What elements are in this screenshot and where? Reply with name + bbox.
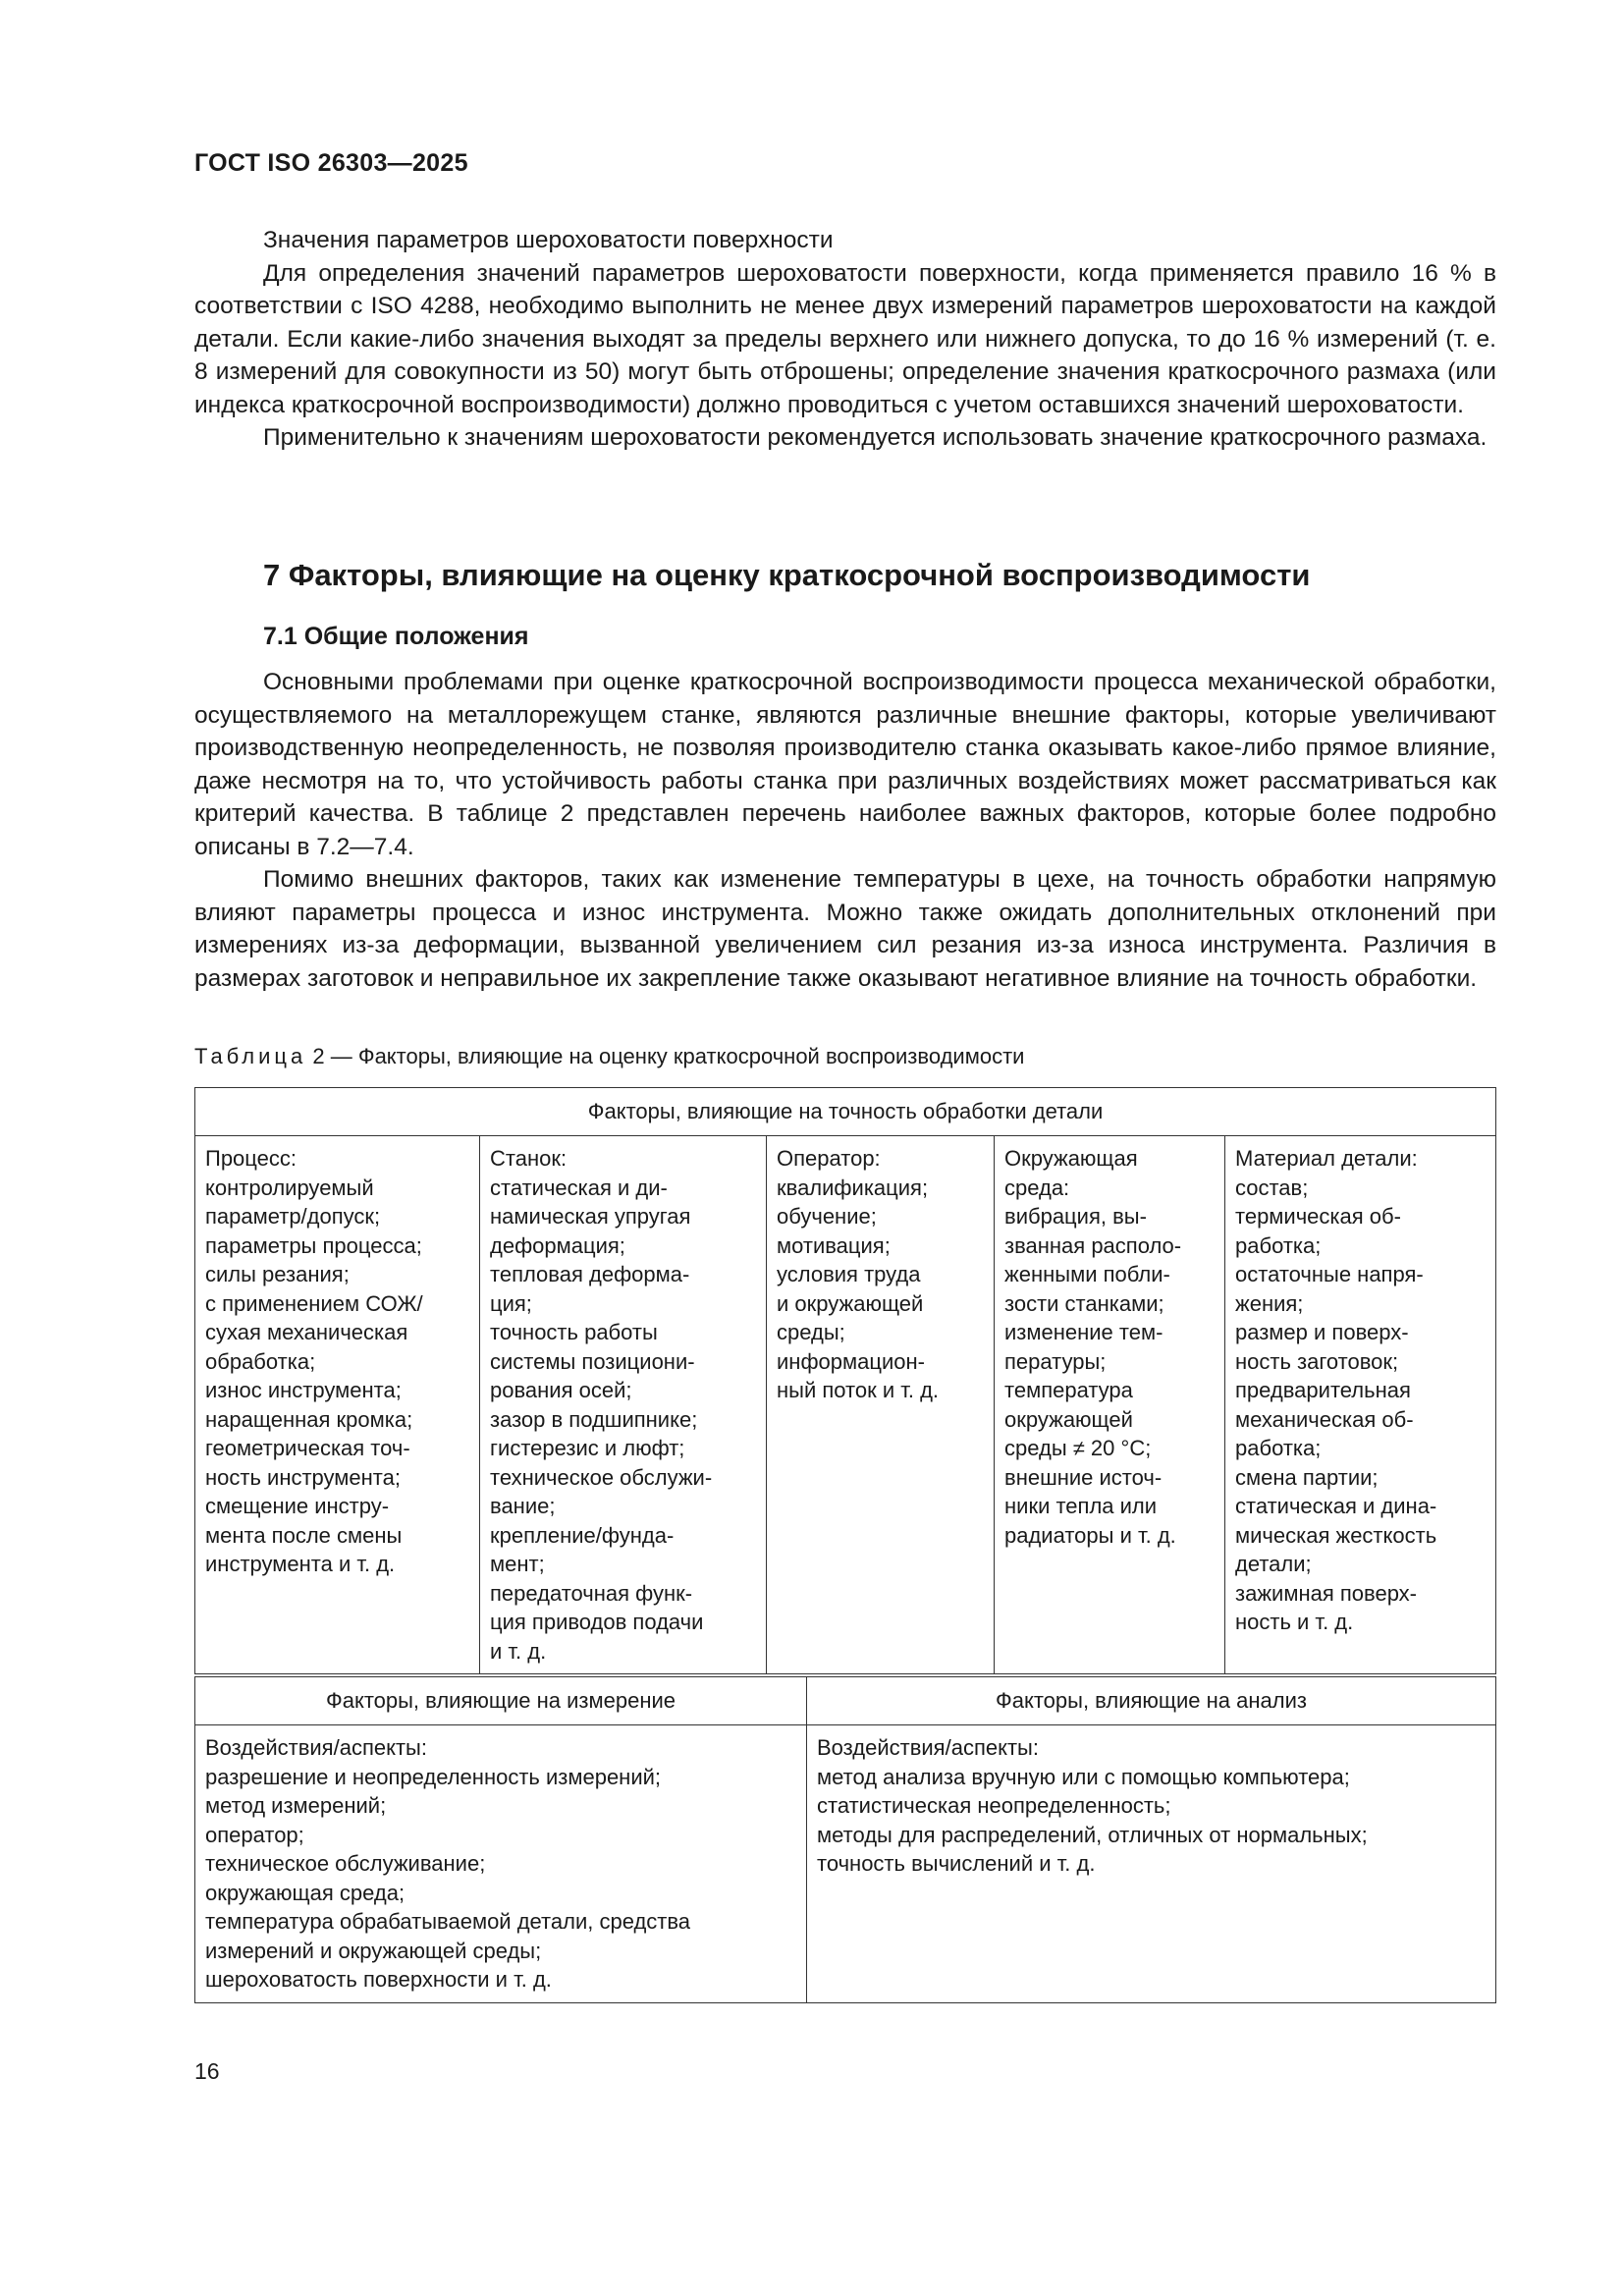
page-number: 16 bbox=[194, 2058, 220, 2084]
section-7-title: 7 Факторы, влияющие на оценку краткосрочной воспроизводимости bbox=[263, 558, 1311, 592]
document-header: ГОСТ ISO 26303—2025 bbox=[194, 149, 468, 177]
cell-line: статистическая неопределенность; bbox=[817, 1793, 1171, 1818]
section-7-1-paragraph-1: Основными проблемами при оценке краткосрочной воспроизводимости процесса механической обработки, осуществляемого на металлорежущем станке, являются различные внешние факторы, которые увеличивают производственную неопределенность, не позволяя производителю станка оказывать какое-либо прямое влияние, даже несмотря на то, что устойчивость работы станка при различных воздействиях может рассматриваться как критерий качества. В таблице 2 представлен перечень наиболее важных факторов, которые более подробно описаны в 7.2—7.4. bbox=[194, 669, 1496, 860]
operator-factors-cell bbox=[767, 1136, 995, 1674]
cell-line: зажимная поверх- bbox=[1235, 1580, 1418, 1606]
cell-line: ность заготовок; bbox=[1235, 1348, 1399, 1374]
factors-table-bottom bbox=[194, 1676, 1496, 2003]
cell-line: вание; bbox=[490, 1494, 556, 1518]
cell-line: термическая об- bbox=[1235, 1204, 1401, 1229]
cell-line: точность работы bbox=[490, 1320, 658, 1344]
cell-line: предварительная bbox=[1235, 1378, 1411, 1402]
cell-line: статическая и ди- bbox=[490, 1175, 668, 1200]
cell-line: ция; bbox=[490, 1290, 532, 1316]
cell-line: деформация; bbox=[490, 1232, 625, 1258]
cell-line: Станок: bbox=[490, 1146, 568, 1171]
analysis-factors-header: Факторы, влияющие на анализ bbox=[807, 1677, 1496, 1725]
cell-line: среды ≠ 20 °C; bbox=[1004, 1436, 1152, 1460]
cell-line: работка; bbox=[1235, 1436, 1322, 1460]
intro-block bbox=[194, 224, 1496, 455]
cell-line: среды; bbox=[777, 1320, 845, 1344]
cell-line: мента после смены bbox=[205, 1522, 403, 1548]
cell-line: ный поток и т. д. bbox=[777, 1378, 940, 1402]
table-caption-prefix: Таблица bbox=[194, 1044, 307, 1068]
roughness-subheading: Значения параметров шероховатости поверхности bbox=[263, 227, 834, 253]
cell-line: жения; bbox=[1235, 1290, 1304, 1316]
machine-factors-cell bbox=[480, 1136, 767, 1674]
cell-line: передаточная функ- bbox=[490, 1580, 693, 1606]
cell-line: ность и т. д. bbox=[1235, 1610, 1354, 1634]
cell-line: окружающая среда; bbox=[205, 1880, 406, 1905]
cell-line: крепление/фунда- bbox=[490, 1522, 675, 1548]
cell-line: Оператор: bbox=[777, 1146, 881, 1171]
section-7-1-paragraph-2: Помимо внешних факторов, таких как изменение температуры в цехе, на точность обработки напрямую влияют параметры процесса и износ инструмента. Можно также ожидать дополнительных отклонений при измерениях из-за деформации, вызванной увеличением сил резания из-за износа инструмента. Различия в размерах заготовок и неправильное их закрепление также оказывают негативное влияние на точность обработки. bbox=[194, 866, 1496, 992]
cell-line: метод анализа вручную или с помощью компьютера; bbox=[817, 1764, 1350, 1789]
cell-line: радиаторы и т. д. bbox=[1004, 1522, 1176, 1548]
cell-line: сухая механическая bbox=[205, 1320, 408, 1344]
cell-line: силы резания; bbox=[205, 1262, 350, 1286]
cell-line: измерений и окружающей среды; bbox=[205, 1938, 542, 1963]
cell-line: остаточные напря- bbox=[1235, 1262, 1424, 1286]
cell-line: тепловая деформа- bbox=[490, 1262, 690, 1286]
cell-line: точность вычислений и т. д. bbox=[817, 1851, 1096, 1876]
cell-line: Материал детали: bbox=[1235, 1146, 1418, 1171]
cell-line: обработка; bbox=[205, 1348, 316, 1374]
cell-line: смена партии; bbox=[1235, 1464, 1379, 1490]
cell-line: шероховатость поверхности и т. д. bbox=[205, 1967, 552, 1992]
process-factors-cell bbox=[195, 1136, 480, 1674]
cell-line: квалификация; bbox=[777, 1175, 929, 1200]
cell-line: среда: bbox=[1004, 1175, 1070, 1200]
cell-line: температура обрабатываемой детали, средства bbox=[205, 1909, 691, 1934]
cell-line: пературы; bbox=[1004, 1348, 1107, 1374]
cell-line: оператор; bbox=[205, 1822, 304, 1847]
cell-line: зазор в подшипнике; bbox=[490, 1406, 698, 1432]
cell-line: системы позициони- bbox=[490, 1348, 695, 1374]
cell-line: механическая об- bbox=[1235, 1406, 1414, 1432]
cell-line: Воздействия/аспекты: bbox=[817, 1735, 1039, 1760]
cell-line: температура bbox=[1004, 1378, 1133, 1402]
cell-line: инструмента и т. д. bbox=[205, 1552, 396, 1576]
cell-line: ники тепла или bbox=[1004, 1494, 1158, 1518]
cell-line: Воздействия/аспекты: bbox=[205, 1735, 427, 1760]
table-caption bbox=[194, 1044, 1024, 1069]
cell-line: Окружающая bbox=[1004, 1146, 1138, 1171]
cell-line: контролируемый bbox=[205, 1175, 374, 1200]
cell-line: размер и поверх- bbox=[1235, 1320, 1409, 1344]
measurement-factors-cell bbox=[195, 1725, 807, 2003]
environment-factors-cell bbox=[995, 1136, 1225, 1674]
cell-line: параметры процесса; bbox=[205, 1232, 422, 1258]
cell-line: методы для распределений, отличных от нормальных; bbox=[817, 1822, 1368, 1847]
cell-line: зости станками; bbox=[1004, 1290, 1164, 1316]
cell-line: работка; bbox=[1235, 1232, 1322, 1258]
cell-line: состав; bbox=[1235, 1175, 1309, 1200]
cell-line: вибрация, вы- bbox=[1004, 1204, 1147, 1229]
cell-line: условия труда bbox=[777, 1262, 921, 1286]
analysis-factors-cell bbox=[807, 1725, 1496, 2003]
cell-line: с применением СОЖ/ bbox=[205, 1290, 423, 1316]
machining-factors-header: Факторы, влияющие на точность обработки детали bbox=[195, 1088, 1496, 1136]
cell-line: Процесс: bbox=[205, 1146, 297, 1171]
cell-line: мическая жесткость bbox=[1235, 1522, 1437, 1548]
material-factors-cell bbox=[1225, 1136, 1496, 1674]
cell-line: статическая и дина- bbox=[1235, 1494, 1437, 1518]
cell-line: ность инструмента; bbox=[205, 1464, 401, 1490]
cell-line: изменение тем- bbox=[1004, 1320, 1163, 1344]
cell-line: техническое обслужи- bbox=[490, 1464, 713, 1490]
cell-line: рования осей; bbox=[490, 1378, 632, 1402]
cell-line: мотивация; bbox=[777, 1232, 891, 1258]
cell-line: наращенная кромка; bbox=[205, 1406, 413, 1432]
cell-line: мент; bbox=[490, 1552, 545, 1576]
cell-line: детали; bbox=[1235, 1552, 1312, 1576]
cell-line: окружающей bbox=[1004, 1406, 1133, 1432]
roughness-paragraph-2: Применительно к значениям шероховатости рекомендуется использовать значение краткосрочного размаха. bbox=[263, 424, 1488, 451]
cell-line: гистерезис и люфт; bbox=[490, 1436, 685, 1460]
cell-line: износ инструмента; bbox=[205, 1378, 402, 1402]
roughness-paragraph-1: Для определения значений параметров шероховатости поверхности, когда применяется правило 16 % в соответствии с ISO 4288, необходимо выполнить не менее двух измерений параметров шероховатости на каждой детали. Если какие-либо значения выходят за пределы верхнего или нижнего допуска, то до 16 % измерений (т. е. 8 измерений для совокупности из 50) могут быть отброшены; определение значения краткосрочного размаха (или индекса краткосрочной воспроизводимости) должно проводиться с учетом оставшихся значений шероховатости. bbox=[194, 259, 1496, 418]
section-7-1-title: 7.1 Общие положения bbox=[263, 623, 529, 650]
cell-line: разрешение и неопределенность измерений; bbox=[205, 1764, 662, 1789]
cell-line: техническое обслуживание; bbox=[205, 1851, 486, 1876]
cell-line: информацион- bbox=[777, 1348, 925, 1374]
cell-line: обучение; bbox=[777, 1204, 877, 1229]
cell-line: и окружающей bbox=[777, 1290, 924, 1316]
cell-line: званная располо- bbox=[1004, 1232, 1182, 1258]
cell-line: метод измерений; bbox=[205, 1793, 387, 1818]
section-7-1-body bbox=[194, 666, 1496, 995]
table-caption-text: 2 — Факторы, влияющие на оценку краткосрочной воспроизводимости bbox=[306, 1044, 1025, 1068]
cell-line: внешние источ- bbox=[1004, 1464, 1163, 1490]
cell-line: геометрическая точ- bbox=[205, 1436, 410, 1460]
factors-table bbox=[194, 1087, 1496, 1674]
measurement-factors-header: Факторы, влияющие на измерение bbox=[195, 1677, 807, 1725]
cell-line: и т. д. bbox=[490, 1638, 547, 1664]
cell-line: намическая упругая bbox=[490, 1204, 691, 1229]
cell-line: смещение инстру- bbox=[205, 1494, 390, 1518]
cell-line: параметр/допуск; bbox=[205, 1204, 381, 1229]
cell-line: ция приводов подачи bbox=[490, 1610, 704, 1634]
cell-line: женными побли- bbox=[1004, 1262, 1170, 1286]
